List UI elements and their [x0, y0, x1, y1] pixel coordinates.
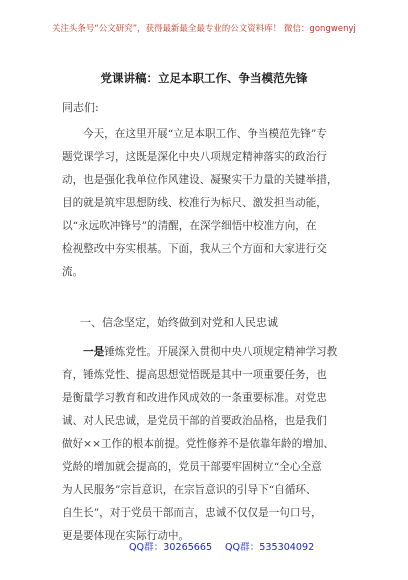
- text-line: 自生长”，对于党员干部而言，忠诚不仅仅是一句口号，: [62, 507, 322, 519]
- document-title: 党课讲稿：立足本职工作、争当模范先锋: [100, 71, 308, 85]
- salutation: 同志们:: [62, 101, 99, 114]
- text-line: 诚、对人民忠诚，是党员干部的首要政治品格，也是我们: [62, 415, 327, 427]
- text-line: [62, 341, 354, 364]
- intro-paragraph: [62, 123, 354, 284]
- text-line: 党龄的增加就会提高的，党员干部要牢固树立“全心全意: [62, 461, 322, 473]
- promo-header: 关注头条号“公文研究”，获得最新最全最专业的公文资料库！ 微信：gongwenyj: [52, 23, 356, 33]
- text-line: 今天，在这里开展“立足本职工作、争当模范先锋”专: [83, 128, 327, 140]
- text-line: 动，也是强化我单位作风建设、凝聚实干力量的关键举措，: [62, 174, 338, 186]
- text-line: 流。: [62, 266, 84, 278]
- point-one-paragraph: [62, 341, 354, 548]
- text-line: 为人民服务”宗旨意识，在宗旨意识的引导下“自循环、: [62, 484, 317, 496]
- text-line: 育，锤炼党性、提高思想觉悟既是其中一项重要任务，也: [62, 369, 327, 381]
- point-lead: 一是: [83, 346, 105, 358]
- text-line: 题党课学习，这既是深化中央八项规定精神落实的政治行: [62, 151, 327, 163]
- section-heading: 一、信念坚定，始终做到对党和人民忠诚: [80, 316, 278, 329]
- point-text: 锤炼党性。开展深入贯彻中央八项规定精神学习教: [104, 346, 338, 358]
- text-line: 更是要体现在实际行动中。: [62, 530, 190, 542]
- qq-group-2: QQ群：535304092: [225, 542, 315, 553]
- qq-group-1: QQ群：30265665: [129, 542, 213, 553]
- text-line: 目的就是筑牢思想防线、校准行为标尺、激发担当动能，: [62, 197, 327, 209]
- qq-footer: [0, 539, 408, 555]
- text-line: 是衡量学习教育和改进作风成效的一条重要标准。对党忠: [62, 392, 327, 404]
- text-line: 以“永远吹冲锋号”的清醒，在深学细悟中校准方向，在: [62, 220, 317, 232]
- text-line: 做好××工作的根本前提。党性修养不是依靠年龄的增加、: [62, 438, 335, 450]
- text-line: 检视整改中夯实根基。下面，我从三个方面和大家进行交: [62, 243, 327, 255]
